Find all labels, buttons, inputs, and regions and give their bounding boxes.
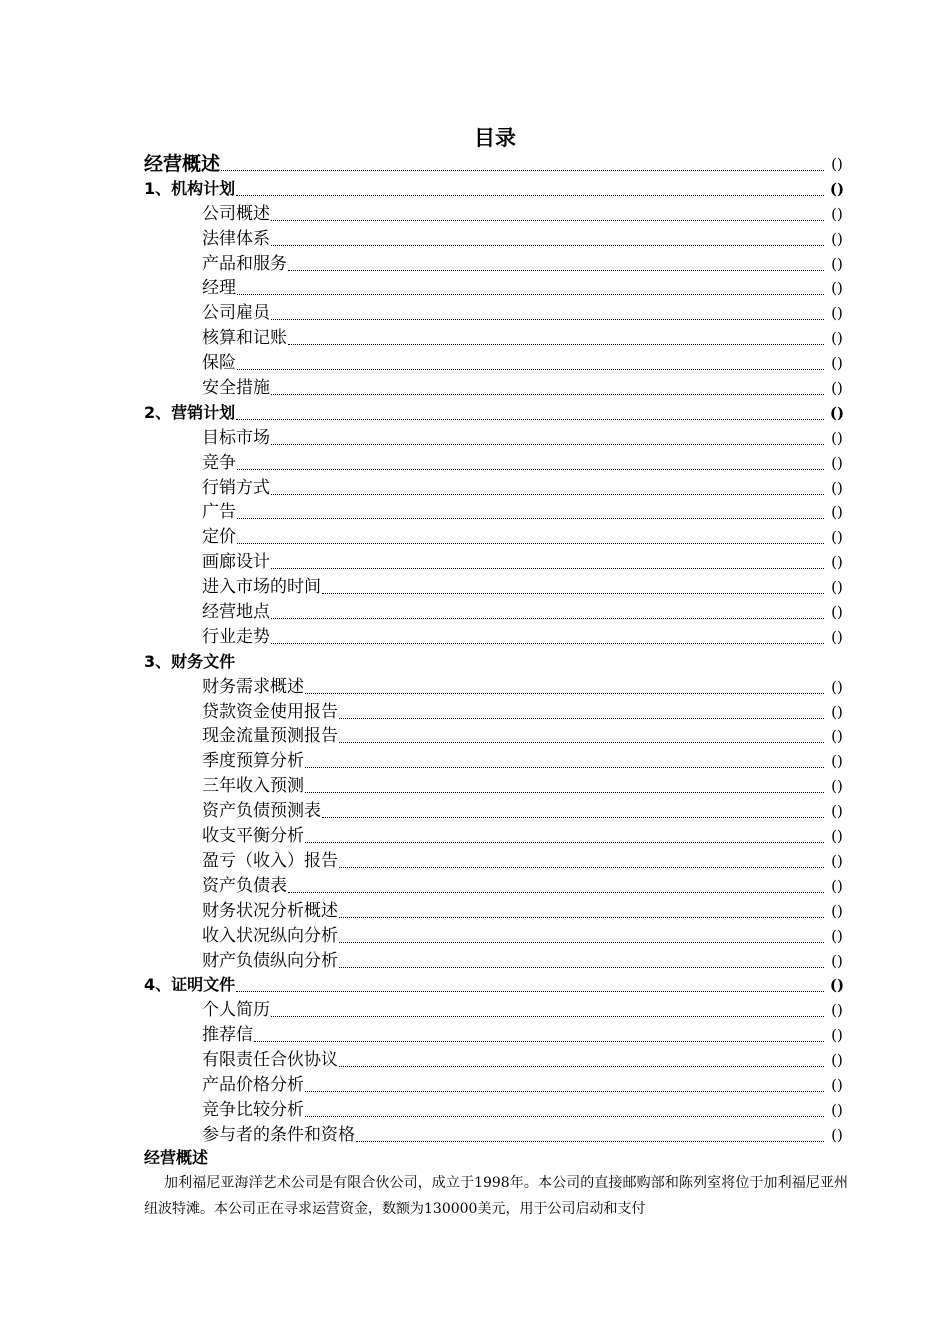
toc-page-number: () [831,453,843,472]
toc-leader-dots [339,966,824,968]
toc-leader-dots [339,941,824,943]
toc-title: 目录 [474,126,516,150]
toc-entry-label: 财产负债纵向分析 [202,950,338,971]
toc-page-number: () [831,901,843,920]
toc-entry [144,672,848,697]
toc-entry-label: 安全措施 [202,378,270,399]
toc-entry-label: 进入市场的时间 [202,577,321,598]
summary-section [144,1146,848,1222]
toc-entry-label: 行销方式 [202,477,270,498]
toc-page-number: () [831,304,843,323]
toc-leader-dots [237,468,824,470]
toc-leader-dots [237,517,824,519]
toc-page-number: () [831,1125,843,1144]
toc-entry-label: 4、证明文件 [144,975,236,995]
toc-entry [144,174,848,199]
toc-page-number: () [831,677,843,696]
toc-page-number: () [831,379,843,398]
toc-leader-dots [237,542,824,544]
toc-entry-label: 收支平衡分析 [202,826,304,847]
toc-entry [144,498,848,523]
toc-entry [144,224,848,249]
toc-leader-dots [288,891,824,893]
toc-entry-label: 目标市场 [202,427,270,448]
toc-leader-dots [305,1115,824,1117]
toc-leader-dots [288,269,824,271]
toc-leader-dots [271,244,824,246]
toc-page-number: () [831,951,843,970]
toc-entry [144,323,848,348]
toc-entry [144,796,848,821]
toc-entry-label: 法律体系 [202,228,270,249]
toc-page-number: () [831,279,843,298]
toc-leader-dots [236,194,824,196]
toc-entry-label: 核算和记账 [202,328,287,349]
toc-leader-dots [271,567,824,569]
toc-page-number: () [831,603,843,622]
toc-entry [144,647,848,672]
toc-leader-dots [236,418,824,420]
toc-entry-label: 画廊设计 [202,552,270,573]
toc-entry-label: 公司概述 [202,203,270,224]
toc-page-number: () [829,403,845,422]
table-of-contents [144,150,848,1145]
toc-leader-dots [322,816,824,818]
toc-page-number: () [831,1051,843,1070]
toc-entry-label: 现金流量预测报告 [202,726,338,747]
toc-entry-label: 广告 [202,502,236,523]
toc-page-number: () [831,1075,843,1094]
toc-entry-label: 竞争比较分析 [202,1099,304,1120]
toc-entry-label: 产品和服务 [202,253,287,274]
toc-leader-dots [339,866,824,868]
toc-page-number: () [831,478,843,497]
toc-leader-dots [254,1040,824,1042]
toc-page-number: () [829,976,845,995]
toc-entry [144,274,848,299]
toc-leader-dots [339,717,824,719]
toc-entry [144,1045,848,1070]
toc-entry-label: 推荐信 [202,1025,253,1046]
toc-entry [144,423,848,448]
toc-entry-label: 保险 [202,353,236,374]
toc-page-number: () [831,254,843,273]
toc-leader-dots [322,592,824,594]
toc-leader-dots [271,642,824,644]
toc-leader-dots [339,916,824,918]
toc-entry-label: 经营地点 [202,602,270,623]
toc-entry [144,1020,848,1045]
toc-entry [144,572,848,597]
toc-entry [144,697,848,722]
toc-leader-dots [305,766,824,768]
toc-entry-label: 定价 [202,527,236,548]
toc-entry [144,448,848,473]
toc-leader-dots [271,493,824,495]
toc-page-number: () [831,578,843,597]
toc-entry [144,373,848,398]
toc-page-number: () [831,1100,843,1119]
toc-entry [144,1095,848,1120]
toc-entry-label: 竞争 [202,452,236,473]
toc-page-number: () [831,727,843,746]
toc-entry-label: 个人简历 [202,1000,270,1021]
toc-entry [144,896,848,921]
toc-page-number: () [831,1026,843,1045]
toc-entry-label: 行业走势 [202,626,270,647]
toc-leader-dots [288,343,824,345]
toc-leader-dots [305,791,824,793]
toc-entry-label: 产品价格分析 [202,1074,304,1095]
toc-leader-dots [305,692,824,694]
toc-page-number: () [831,155,843,173]
toc-leader-dots [339,741,824,743]
toc-entry-label: 贷款资金使用报告 [202,701,338,722]
toc-page-number: () [831,627,843,646]
toc-entry-label: 3、财务文件 [144,651,236,671]
summary-paragraph: 加利福尼亚海洋艺术公司是有限合伙公司，成立于1998年。本公司的直接邮购部和陈列室将位于加利福尼亚州纽波特滩。本公司正在寻求运营资金，数额为130000美元，用于公司启动和支付 [144,1175,848,1217]
toc-leader-dots [339,1065,824,1067]
toc-leader-dots [271,393,824,395]
toc-page-number: () [831,428,843,447]
toc-entry [144,547,848,572]
toc-page-number: () [831,503,843,522]
toc-leader-dots [271,1015,824,1017]
toc-entry [144,746,848,771]
toc-leader-dots [356,1140,824,1142]
toc-entry [144,1120,848,1145]
toc-page-number: () [831,777,843,796]
toc-entry-label: 资产负债预测表 [202,801,321,822]
toc-entry [144,622,848,647]
toc-entry [144,771,848,796]
toc-page-number: () [831,802,843,821]
toc-page-number: () [831,329,843,348]
toc-entry-label: 经理 [202,278,236,299]
toc-entry [144,348,848,373]
toc-entry-label: 收入状况纵向分析 [202,925,338,946]
toc-entry [144,871,848,896]
toc-entry [144,398,848,423]
toc-leader-dots [305,1090,824,1092]
toc-entry [144,722,848,747]
toc-page-number: () [831,926,843,945]
toc-page-number: () [831,204,843,223]
toc-page-number: () [831,702,843,721]
toc-entry [144,995,848,1020]
toc-entry-label: 财务需求概述 [202,676,304,697]
toc-entry [144,921,848,946]
toc-page-number: () [831,752,843,771]
toc-entry-label: 公司雇员 [202,303,270,324]
toc-entry [144,298,848,323]
summary-heading: 经营概述 [144,1148,209,1167]
toc-leader-dots [236,990,824,992]
toc-page-number: () [831,528,843,547]
toc-leader-dots [271,318,824,320]
toc-entry-label: 经营概述 [144,153,221,175]
toc-entry-label: 财务状况分析概述 [202,900,338,921]
toc-entry [144,249,848,274]
toc-entry-label: 三年收入预测 [202,776,304,797]
toc-entry [144,473,848,498]
toc-leader-dots [305,841,824,843]
toc-leader-dots [237,293,824,295]
toc-entry [144,946,848,971]
toc-entry [144,846,848,871]
toc-page-number: () [831,229,843,248]
toc-entry [144,597,848,622]
toc-leader-dots [221,169,824,171]
toc-entry-label: 资产负债表 [202,875,287,896]
toc-leader-dots [271,617,824,619]
toc-entry-label: 参与者的条件和资格 [202,1124,355,1145]
toc-entry-label: 季度预算分析 [202,751,304,772]
toc-entry [144,522,848,547]
toc-entry-label: 2、营销计划 [144,402,236,422]
toc-entry-label: 1、机构计划 [144,178,236,198]
toc-entry [144,821,848,846]
toc-page-number: () [831,1001,843,1020]
toc-leader-dots [237,368,824,370]
toc-page-number: () [831,851,843,870]
toc-leader-dots [271,219,824,221]
toc-page-number: () [831,876,843,895]
toc-entry-label: 有限责任合伙协议 [202,1050,338,1071]
toc-entry-label: 盈亏（收入）报告 [202,850,338,871]
toc-leader-dots [271,443,824,445]
toc-entry [144,150,848,174]
toc-entry [144,971,848,996]
toc-page-number: () [831,553,843,572]
toc-entry [144,1070,848,1095]
toc-page-number: () [829,179,845,198]
toc-page-number: () [831,827,843,846]
toc-entry [144,199,848,224]
toc-page-number: () [831,354,843,373]
